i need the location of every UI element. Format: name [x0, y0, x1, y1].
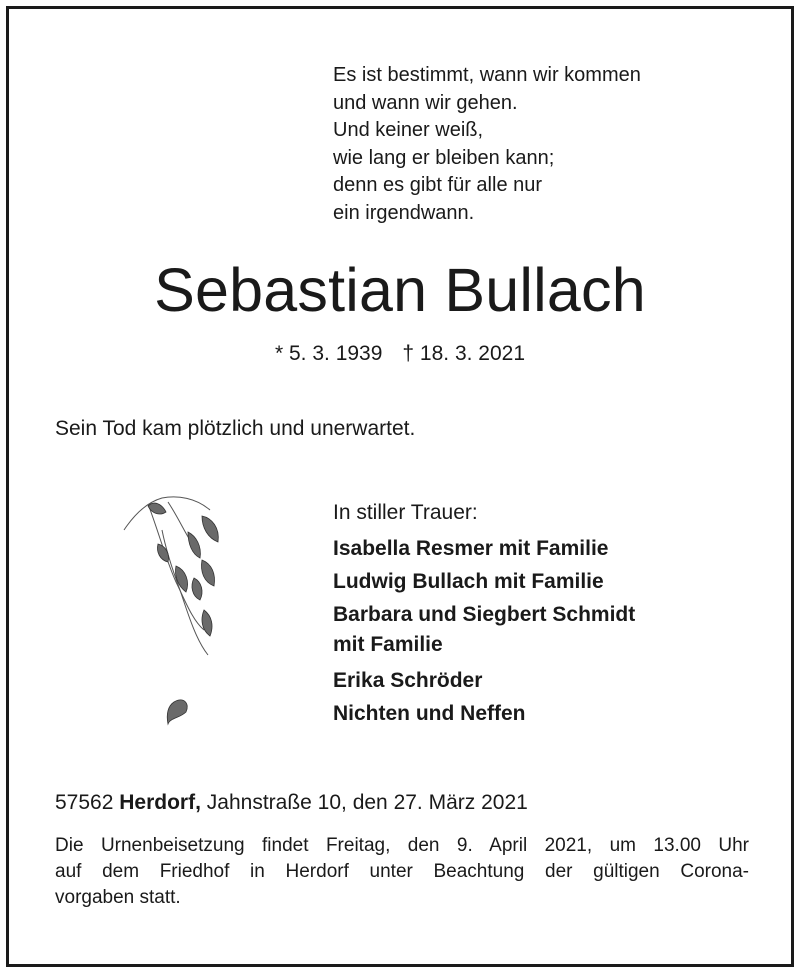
notice-line: Die Urnenbeisetzung findet Freitag, den 9. April 2021, um 13.00 Uhr [55, 835, 749, 856]
deceased-name: Sebastian Bullach [154, 256, 646, 324]
mourning-intro: In stiller Trauer: [333, 501, 478, 524]
burial-notice [55, 833, 749, 911]
notice-line: vorgaben statt. [55, 887, 181, 908]
birth-date: * 5. 3. 1939 [274, 342, 383, 365]
postal-code: 57562 [55, 791, 114, 814]
mourner-name: Ludwig Bullach mit Familie [333, 570, 604, 593]
poem-line: und wann wir gehen. [333, 91, 518, 114]
mourner-name: Isabella Resmer mit Familie [333, 537, 609, 560]
leaf-branch-icon [118, 490, 228, 730]
death-date: † 18. 3. 2021 [402, 342, 526, 365]
city: Herdorf, [119, 791, 201, 814]
notice-line: auf dem Friedhof in Herdorf unter Beachtung der gültigen Corona- [55, 861, 749, 882]
address-line [55, 789, 528, 817]
poem-line: Und keiner weiß, [333, 119, 484, 141]
poem [333, 62, 641, 227]
death-statement: Sein Tod kam plötzlich und unerwartet. [55, 417, 416, 440]
poem-line: denn es gibt für alle nur [333, 174, 543, 196]
life-dates [0, 340, 800, 368]
mourner-name: Erika Schröder [333, 669, 483, 692]
poem-line: Es ist bestimmt, wann wir kommen [333, 64, 641, 86]
poem-line: ein irgendwann. [333, 201, 475, 224]
poem-line: wie lang er bleiben kann; [333, 146, 555, 169]
address-rest: Jahnstraße 10, den 27. März 2021 [206, 791, 528, 814]
mourner-name: Nichten und Neffen [333, 702, 526, 725]
mourners-block [333, 499, 635, 730]
mourner-name: Barbara und Siegbert Schmidt mit Familie [333, 603, 636, 656]
